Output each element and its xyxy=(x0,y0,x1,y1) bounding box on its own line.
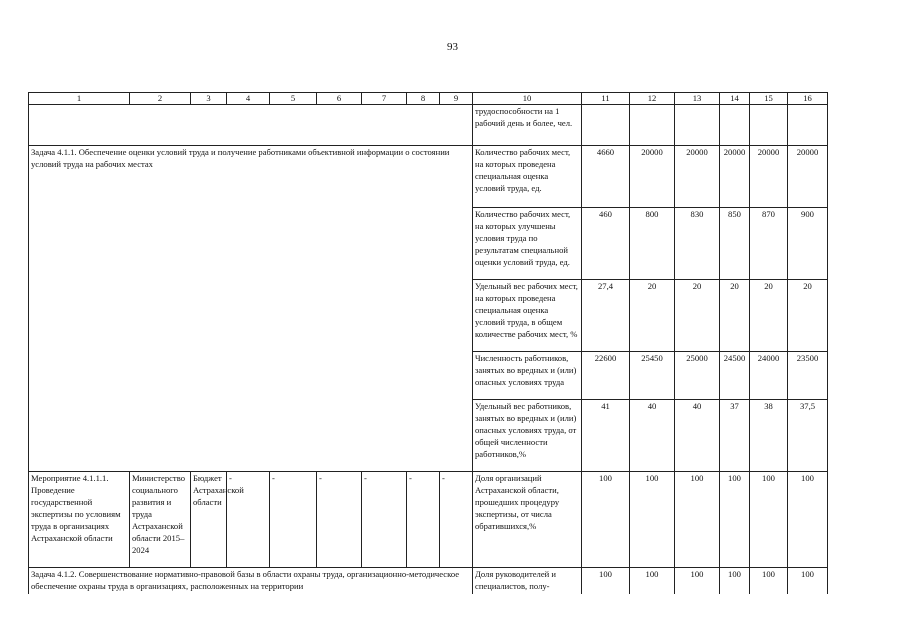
value-cell: 20000 xyxy=(720,146,750,208)
header-cell: 16 xyxy=(788,93,828,105)
indicator-cell: Доля руководителей и специалистов, полу- xyxy=(473,568,582,594)
page-number: 93 xyxy=(447,41,458,53)
value-cell: 20000 xyxy=(750,146,788,208)
indicator-cell: Доля организаций Астраханской области, прошедших процедуру экспертизы, от числа обратившихся,% xyxy=(473,472,582,568)
header-cell: 15 xyxy=(750,93,788,105)
header-cell: 12 xyxy=(630,93,675,105)
table-row xyxy=(29,146,828,208)
value-cell: 850 xyxy=(720,208,750,280)
value-cell: 4660 xyxy=(582,146,630,208)
value-cell: 20 xyxy=(788,280,828,352)
value-cell: 37 xyxy=(720,400,750,472)
value-cell: 24500 xyxy=(720,352,750,400)
dash-cell: - xyxy=(440,472,473,568)
value-cell: 20 xyxy=(750,280,788,352)
indicator-table xyxy=(28,92,828,594)
indicator-cell: Удельный вес работников, занятых во вредных и (или) опасных условиях труда, от общей численности работников,% xyxy=(473,400,582,472)
indicator-cell: Количество рабочих мест, на которых проведена специальная оценка условий труда, ед. xyxy=(473,146,582,208)
header-cell: 10 xyxy=(473,93,582,105)
value-cell: 100 xyxy=(750,472,788,568)
value-cell: 24000 xyxy=(750,352,788,400)
dash-cell: - xyxy=(270,472,317,568)
value-cell: 20000 xyxy=(788,146,828,208)
value-cell: 800 xyxy=(630,208,675,280)
value-cell: 100 xyxy=(582,472,630,568)
header-cell: 2 xyxy=(130,93,191,105)
measure-name: Мероприятие 4.1.1.1. Проведение государственной экспертизы по условиям труда в организациях Астраханской области xyxy=(29,472,130,568)
value-cell: 20 xyxy=(630,280,675,352)
value-cell: 20000 xyxy=(675,146,720,208)
header-cell: 13 xyxy=(675,93,720,105)
value-cell: 830 xyxy=(675,208,720,280)
dash-cell: - xyxy=(317,472,362,568)
value-cell: 100 xyxy=(720,472,750,568)
header-row xyxy=(29,93,828,105)
value-cell: 100 xyxy=(675,568,720,594)
value-cell: 37,5 xyxy=(788,400,828,472)
header-cell: 7 xyxy=(362,93,407,105)
measure-source: Бюджет Астраханской области xyxy=(191,472,227,568)
value-cell: 40 xyxy=(630,400,675,472)
header-cell: 14 xyxy=(720,93,750,105)
task-title: Задача 4.1.1. Обеспечение оценки условий труда и получение работниками объективной информации о состоянии условий труда на рабочих местах xyxy=(29,146,473,472)
header-cell: 6 xyxy=(317,93,362,105)
value-cell: 25450 xyxy=(630,352,675,400)
indicator-cell: Количество рабочих мест, на которых улучшены условия труда по результатам специальной оценки условий труда, ед. xyxy=(473,208,582,280)
value-cell: 38 xyxy=(750,400,788,472)
value-cell: 23500 xyxy=(788,352,828,400)
dash-cell: - xyxy=(362,472,407,568)
indicator-cell: Удельный вес рабочих мест, на которых проведена специальная оценка условий труда, в общем количестве рабочих мест, % xyxy=(473,280,582,352)
value-cell: 870 xyxy=(750,208,788,280)
header-cell: 8 xyxy=(407,93,440,105)
dash-cell: - xyxy=(227,472,270,568)
value-cell: 20000 xyxy=(630,146,675,208)
value-cell: 100 xyxy=(788,472,828,568)
value-cell: 20 xyxy=(675,280,720,352)
header-cell: 1 xyxy=(29,93,130,105)
table-row xyxy=(29,568,828,594)
value-cell: 460 xyxy=(582,208,630,280)
value-cell: 100 xyxy=(675,472,720,568)
value-cell: 100 xyxy=(630,568,675,594)
header-cell: 3 xyxy=(191,93,227,105)
value-cell: 22600 xyxy=(582,352,630,400)
task-title: Задача 4.1.2. Совершенствование нормативно-правовой базы в области охраны труда, организационно-методическое обеспечение охраны труда в организациях, расположенных на территории xyxy=(29,568,473,594)
value-cell: 100 xyxy=(582,568,630,594)
value-cell: 100 xyxy=(720,568,750,594)
value-cell: 100 xyxy=(788,568,828,594)
value-cell: 25000 xyxy=(675,352,720,400)
measure-executor: Министерство социального развития и труда Астраханской области 2015–2024 xyxy=(130,472,191,568)
value-cell: 100 xyxy=(630,472,675,568)
indicator-cell: Численность работников, занятых во вредных и (или) опасных условиях труда xyxy=(473,352,582,400)
indicator-cell: трудоспособности на 1 рабочий день и более, чел. xyxy=(473,105,582,146)
value-cell: 41 xyxy=(582,400,630,472)
table-row xyxy=(29,472,828,568)
value-cell: 100 xyxy=(750,568,788,594)
value-cell: 900 xyxy=(788,208,828,280)
value-cell: 20 xyxy=(720,280,750,352)
value-cell: 40 xyxy=(675,400,720,472)
header-cell: 11 xyxy=(582,93,630,105)
dash-cell: - xyxy=(407,472,440,568)
header-cell: 9 xyxy=(440,93,473,105)
header-cell: 5 xyxy=(270,93,317,105)
header-cell: 4 xyxy=(227,93,270,105)
value-cell: 27,4 xyxy=(582,280,630,352)
table-row xyxy=(29,105,828,146)
